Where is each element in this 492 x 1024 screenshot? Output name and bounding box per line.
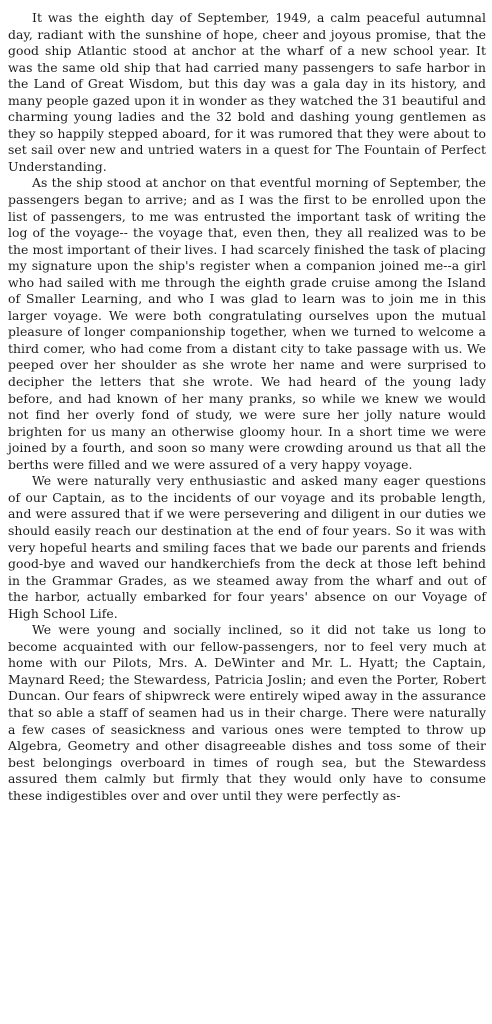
document-page — [8, 10, 486, 804]
paragraph-2: As the ship stood at anchor on that eventful morning of September, the passengers began to arrive; and as I was the first to be enrolled upon the list of passengers, to me was entrusted the important task of writing the log of the voyage-- the voyage that, even then, they all realized was to be the most important of their lives. I had scarcely finished the task of placing my signature upon the ship's register when a companion joined me--a girl who had sailed with me through the eighth grade cruise among the Island of Smaller Learning, and who I was glad to learn was to join me in this larger voyage. We were both congratulating ourselves upon the mutual pleasure of longer companionship together, when we turned to welcome a third comer, who had come from a distant city to take passage with us. We peeped over her shoulder as she wrote her name and were surprised to decipher the letters that she wrote. We had heard of the young lady before, and had known of her many pranks, so while we knew we would not find her overly fond of study, we were sure her jolly nature would brighten for us many an otherwise gloomy hour. In a short time we were joined by a fourth, and soon so many were crowding around us that all the berths were filled and we were assured of a very happy voyage. — [8, 175, 486, 472]
paragraph-3: We were naturally very enthusiastic and asked many eager questions of our Captain, as to the incidents of our voyage and its probable length, and were assured that if we were persevering and diligent in our duties we should easily reach our destination at the end of four years. So it was with very hopeful hearts and smiling faces that we bade our parents and friends good-bye and waved our handkerchiefs from the deck at those left behind in the Grammar Grades, as we steamed away from the wharf and out of the harbor, actually embarked for four years' absence on our Voyage of High School Life. — [8, 473, 486, 621]
paragraph-4: We were young and socially inclined, so it did not take us long to become acquainted with our fellow-passengers, nor to feel very much at home with our Pilots, Mrs. A. DeWinter and Mr. L. Hyatt; the Captain, Maynard Reed; the Stewardess, Patricia Joslin; and even the Porter, Robert Duncan. Our fears of shipwreck were entirely wiped away in the assurance that so able a staff of seamen had us in their charge. There were naturally a few cases of seasickness and various ones were tempted to throw up Algebra, Geometry and other disagreeable dishes and toss some of their best belongings overboard in times of rough sea, but the Stewardess assured them calmly but firmly that they would only have to consume these indigestibles over and over until they were perfectly as- — [8, 622, 486, 803]
paragraph-1: It was the eighth day of September, 1949, a calm peaceful autumnal day, radiant with the sunshine of hope, cheer and joyous promise, that the good ship Atlantic stood at anchor at the wharf of a new school year. It was the same old ship that had carried many passengers to safe harbor in the Land of Great Wisdom, but this day was a gala day in its history, and many people gazed upon it in wonder as they watched the 31 beautiful and charming young ladies and the 32 bold and dashing young gentlemen as they so happily stepped aboard, for it was rumored that they were about to set sail over new and untried waters in a quest for The Fountain of Perfect Understanding. — [8, 10, 486, 174]
